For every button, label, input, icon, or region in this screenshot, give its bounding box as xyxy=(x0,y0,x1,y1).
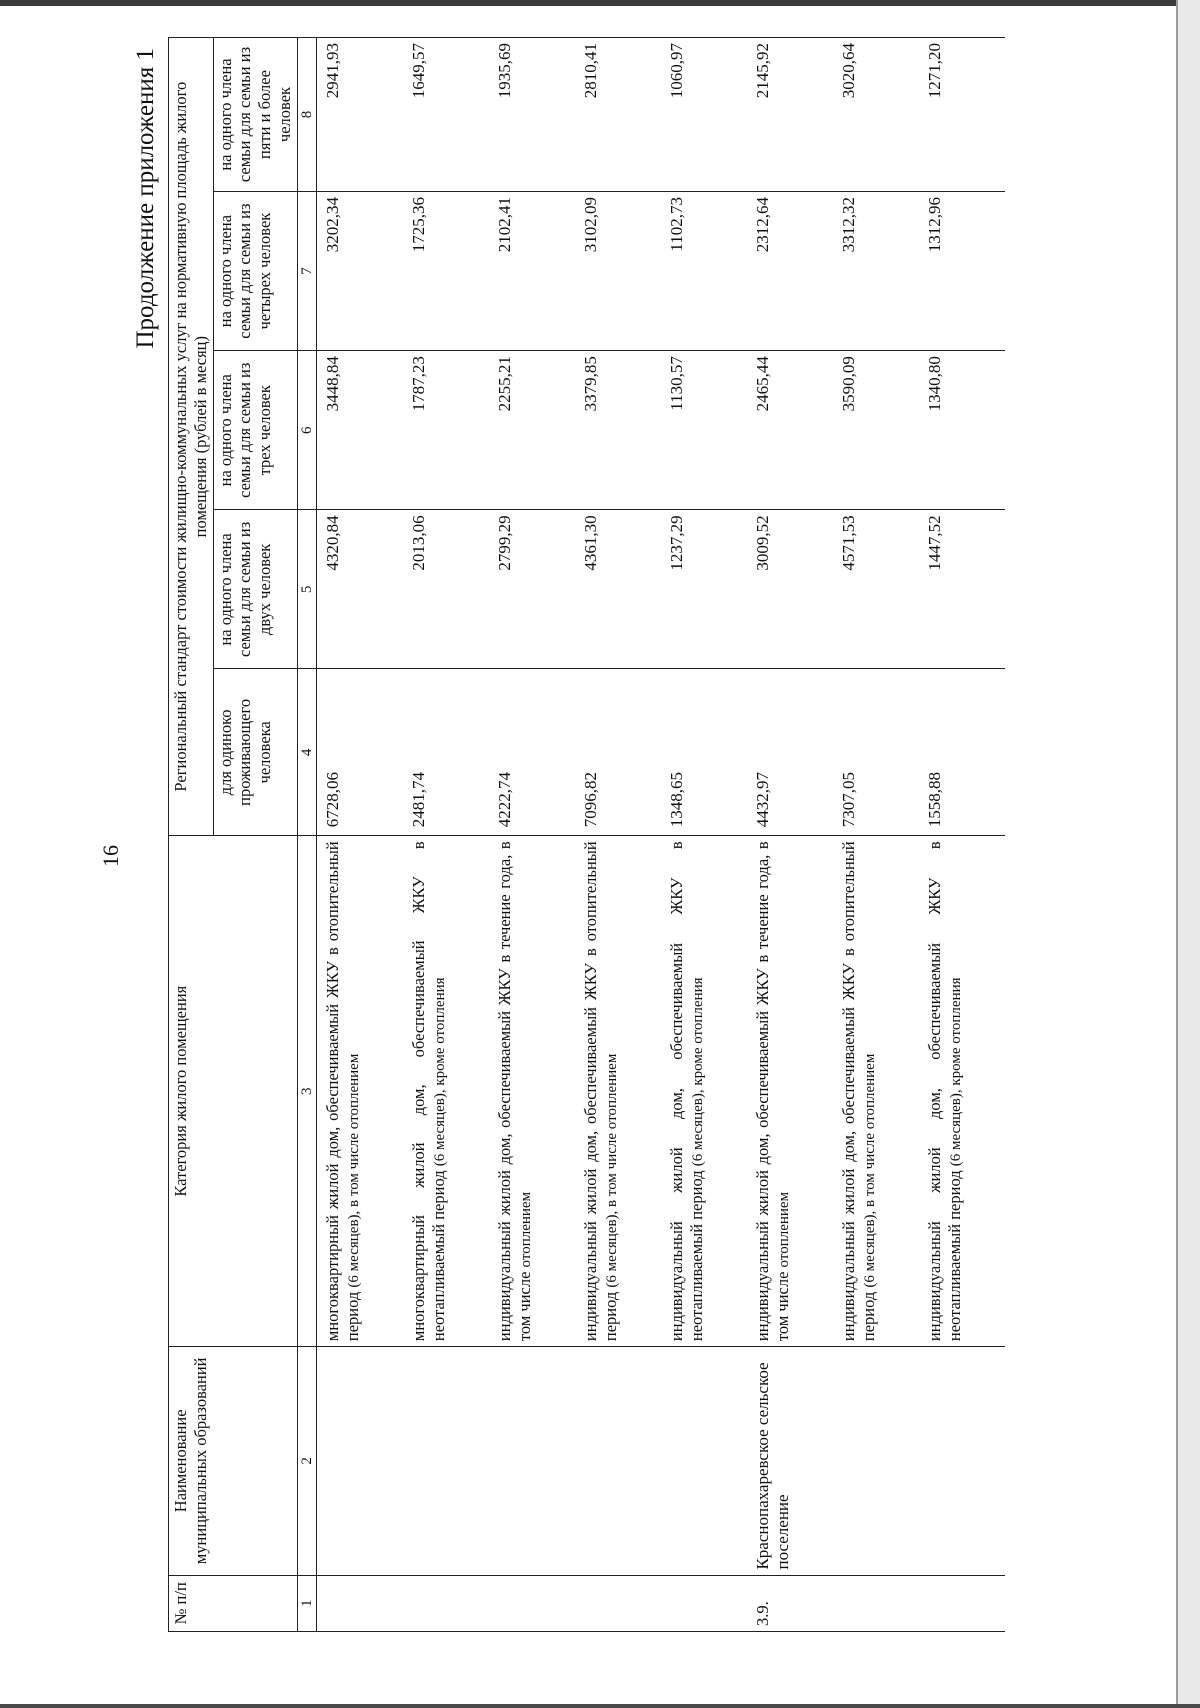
row-num xyxy=(575,1575,661,1631)
row-value-col4: 6728,06 xyxy=(316,669,403,836)
standards-table xyxy=(168,37,1005,1632)
row-value-col8: 1649,57 xyxy=(403,38,489,192)
row-category xyxy=(661,836,747,1347)
table-row xyxy=(575,38,661,1632)
column-number: 4 xyxy=(297,669,316,836)
row-mo-name xyxy=(489,1347,575,1575)
row-value-col7: 3102,09 xyxy=(575,192,661,351)
row-category-text: индивидуальный жилой дом, обеспечиваемый ЖКУ в течение года, в том числе xyxy=(752,841,792,1342)
table-body xyxy=(316,38,1005,1632)
row-category-text: индивидуальный жилой дом, обеспечиваемый ЖКУ в неотапливаемый период xyxy=(924,841,964,1342)
row-value-col4: 7096,82 xyxy=(575,669,661,836)
row-category xyxy=(747,836,833,1347)
row-value-col7: 1312,96 xyxy=(919,192,1005,351)
row-value-col5: 4361,30 xyxy=(575,510,661,669)
table-row xyxy=(489,38,575,1632)
column-number: 2 xyxy=(297,1347,316,1575)
row-mo-name xyxy=(919,1347,1005,1575)
row-category-tail: (6 месяцев), в том числе отоплением xyxy=(861,1053,878,1288)
row-value-col4: 1558,88 xyxy=(919,669,1005,836)
header-category: Категория жилого помещения xyxy=(169,836,298,1347)
page-number: 16 xyxy=(98,845,123,867)
row-value-col8: 2810,41 xyxy=(575,38,661,192)
row-value-col4: 7307,05 xyxy=(833,669,919,836)
column-number: 5 xyxy=(297,510,316,669)
column-number: 6 xyxy=(297,351,316,510)
column-number: 1 xyxy=(297,1575,316,1631)
row-num xyxy=(403,1575,489,1631)
row-category-tail: (6 месяцев), в том числе отоплением xyxy=(345,1053,362,1288)
row-value-col8: 1060,97 xyxy=(661,38,747,192)
row-mo-name: Краснопахаревское сельское поселение xyxy=(747,1347,833,1575)
row-value-col6: 1130,57 xyxy=(661,351,747,510)
row-mo-name xyxy=(316,1347,403,1575)
row-category-tail: отоплением xyxy=(775,1191,792,1268)
table-row xyxy=(316,38,403,1632)
row-value-col8: 2941,93 xyxy=(316,38,403,192)
row-value-col6: 3448,84 xyxy=(316,351,403,510)
header-col6: на одного члена семьи для семьи из трех человек xyxy=(213,351,297,510)
header-col7: на одного члена семьи для семьи из четырех человек xyxy=(213,192,297,351)
row-category-text: индивидуальный жилой дом, обеспечиваемый ЖКУ в отопительный период xyxy=(838,841,878,1342)
header-mo-name: Наименование муниципальных образований xyxy=(169,1347,298,1575)
row-value-col6: 3590,09 xyxy=(833,351,919,510)
row-value-col4: 2481,74 xyxy=(403,669,489,836)
column-number: 7 xyxy=(297,192,316,351)
row-mo-name xyxy=(575,1347,661,1575)
row-category-tail: (6 месяцев), в том числе отоплением xyxy=(603,1053,620,1288)
row-value-col6: 2255,21 xyxy=(489,351,575,510)
row-num xyxy=(833,1575,919,1631)
row-value-col6: 1340,80 xyxy=(919,351,1005,510)
row-value-col7: 3202,34 xyxy=(316,192,403,351)
row-num xyxy=(316,1575,403,1631)
row-value-col7: 2102,41 xyxy=(489,192,575,351)
row-value-col5: 1237,29 xyxy=(661,510,747,669)
row-value-col6: 2465,44 xyxy=(747,351,833,510)
row-value-col5: 4571,53 xyxy=(833,510,919,669)
header-num: № п/п xyxy=(169,1575,298,1631)
row-num xyxy=(661,1575,747,1631)
row-value-col7: 2312,64 xyxy=(747,192,833,351)
row-mo-name xyxy=(833,1347,919,1575)
row-value-col6: 1787,23 xyxy=(403,351,489,510)
table-row xyxy=(833,38,919,1632)
row-value-col8: 2145,92 xyxy=(747,38,833,192)
row-value-col8: 3020,64 xyxy=(833,38,919,192)
row-category xyxy=(403,836,489,1347)
row-value-col5: 2799,29 xyxy=(489,510,575,669)
header-col5: на одного члена семьи для семьи из двух человек xyxy=(213,510,297,669)
row-category-tail: (6 месяцев), кроме отопления xyxy=(947,977,964,1167)
row-value-col4: 1348,65 xyxy=(661,669,747,836)
table-row xyxy=(403,38,489,1632)
row-mo-name xyxy=(661,1347,747,1575)
row-category xyxy=(919,836,1005,1347)
row-category-text: индивидуальный жилой дом, обеспечиваемый ЖКУ в отопительный период xyxy=(580,841,620,1342)
appendix-label: Продолжение приложения 1 xyxy=(132,48,159,349)
table-row xyxy=(747,38,833,1632)
column-number: 3 xyxy=(297,836,316,1347)
row-value-col4: 4432,97 xyxy=(747,669,833,836)
table-row xyxy=(661,38,747,1632)
row-value-col4: 4222,74 xyxy=(489,669,575,836)
row-num xyxy=(489,1575,575,1631)
row-category-text: многоквартирный жилой дом, обеспечиваемый ЖКУ в отопительный период xyxy=(322,841,362,1342)
row-category xyxy=(316,836,403,1347)
row-category-tail: (6 месяцев), кроме отопления xyxy=(431,977,448,1167)
row-mo-name xyxy=(403,1347,489,1575)
row-value-col8: 1935,69 xyxy=(489,38,575,192)
header-col4: для одиноко проживающего человека xyxy=(213,669,297,836)
row-value-col5: 4320,84 xyxy=(316,510,403,669)
row-value-col5: 3009,52 xyxy=(747,510,833,669)
row-value-col7: 1102,73 xyxy=(661,192,747,351)
row-category-tail: (6 месяцев), кроме отопления xyxy=(689,977,706,1167)
row-category-text: индивидуальный жилой дом, обеспечиваемый ЖКУ в течение года, в том числе xyxy=(494,841,534,1342)
column-number: 8 xyxy=(297,38,316,192)
row-category-text: индивидуальный жилой дом, обеспечиваемый ЖКУ в неотапливаемый период xyxy=(666,841,706,1342)
row-category-text: многоквартирный жилой дом, обеспечиваемый ЖКУ в неотапливаемый период xyxy=(408,841,448,1342)
row-value-col7: 3312,32 xyxy=(833,192,919,351)
row-category xyxy=(489,836,575,1347)
row-value-col5: 2013,06 xyxy=(403,510,489,669)
row-num xyxy=(919,1575,1005,1631)
row-num: 3.9. xyxy=(747,1575,833,1631)
header-col8: на одного члена семьи для семьи из пяти и более человек xyxy=(213,38,297,192)
row-category xyxy=(833,836,919,1347)
row-value-col6: 3379,85 xyxy=(575,351,661,510)
row-value-col5: 1447,52 xyxy=(919,510,1005,669)
table-row xyxy=(919,38,1005,1632)
header-standard-group: Региональный стандарт стоимости жилищно-коммунальных услуг на нормативную площадь жилого помещения (рублей в месяц) xyxy=(169,38,214,836)
row-category-tail: отоплением xyxy=(517,1191,534,1268)
row-value-col7: 1725,36 xyxy=(403,192,489,351)
row-category xyxy=(575,836,661,1347)
row-value-col8: 1271,20 xyxy=(919,38,1005,192)
